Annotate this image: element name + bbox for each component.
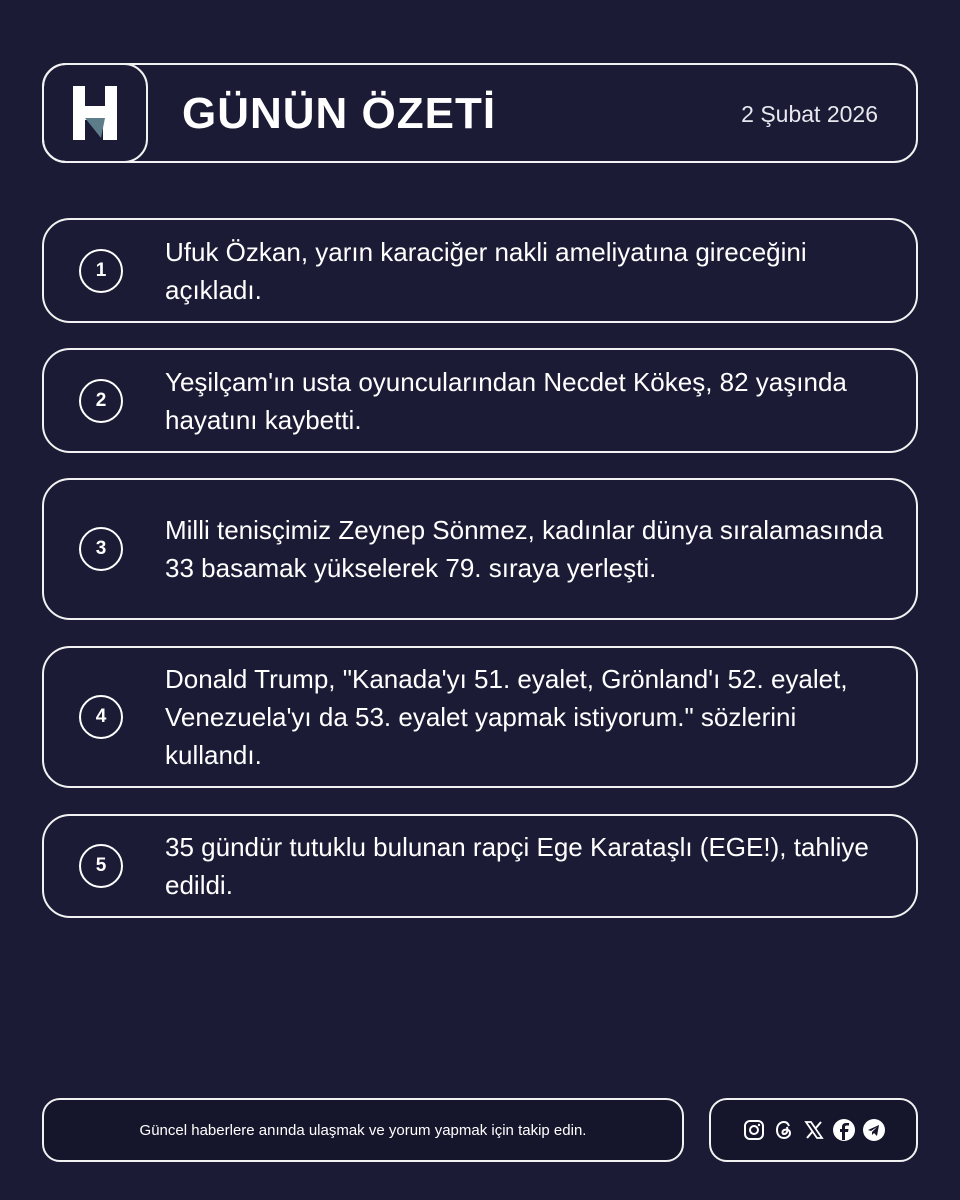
news-item	[42, 348, 918, 453]
item-text: 35 gündür tutuklu bulunan rapçi Ege Karataşlı (EGE!), tahliye edildi.	[165, 832, 869, 900]
item-number: 1	[79, 249, 123, 293]
instagram-icon[interactable]	[742, 1118, 766, 1142]
page-title: GÜNÜN ÖZETİ	[182, 89, 497, 138]
item-text: Ufuk Özkan, yarın karaciğer nakli ameliyatına gireceğini açıkladı.	[165, 236, 807, 305]
item-number: 5	[79, 844, 123, 888]
follow-text: Güncel haberlere anında ulaşmak ve yorum yapmak için takip edin.	[139, 1121, 587, 1139]
item-text: Yeşilçam'ın usta oyuncularından Necdet Kökeş, 82 yaşında hayatını kaybetti.	[165, 366, 847, 435]
item-number: 4	[79, 695, 123, 739]
telegram-icon[interactable]	[862, 1118, 886, 1142]
threads-icon[interactable]	[772, 1118, 796, 1142]
date: 2 Şubat 2026	[741, 101, 878, 127]
item-number: 3	[79, 527, 123, 571]
news-item	[42, 814, 918, 918]
item-text: Milli tenisçimiz Zeynep Sönmez, kadınlar dünya sıralamasında 33 basamak yükselerek 79. sıraya yerleşti.	[165, 515, 884, 583]
news-item	[42, 646, 918, 788]
item-number: 2	[79, 379, 123, 423]
logo-h-icon	[71, 86, 119, 140]
news-item	[42, 478, 918, 620]
x-icon[interactable]	[802, 1118, 826, 1142]
header	[42, 63, 918, 163]
item-text: Donald Trump, "Kanada'yı 51. eyalet, Grönland'ı 52. eyalet, Venezuela'yı da 53. eyalet yapmak istiyorum." sözlerini kullandı.	[165, 664, 848, 770]
follow-cta	[42, 1098, 684, 1162]
news-item	[42, 218, 918, 323]
social-links	[709, 1098, 918, 1162]
logo	[42, 63, 148, 163]
facebook-icon[interactable]	[832, 1118, 856, 1142]
